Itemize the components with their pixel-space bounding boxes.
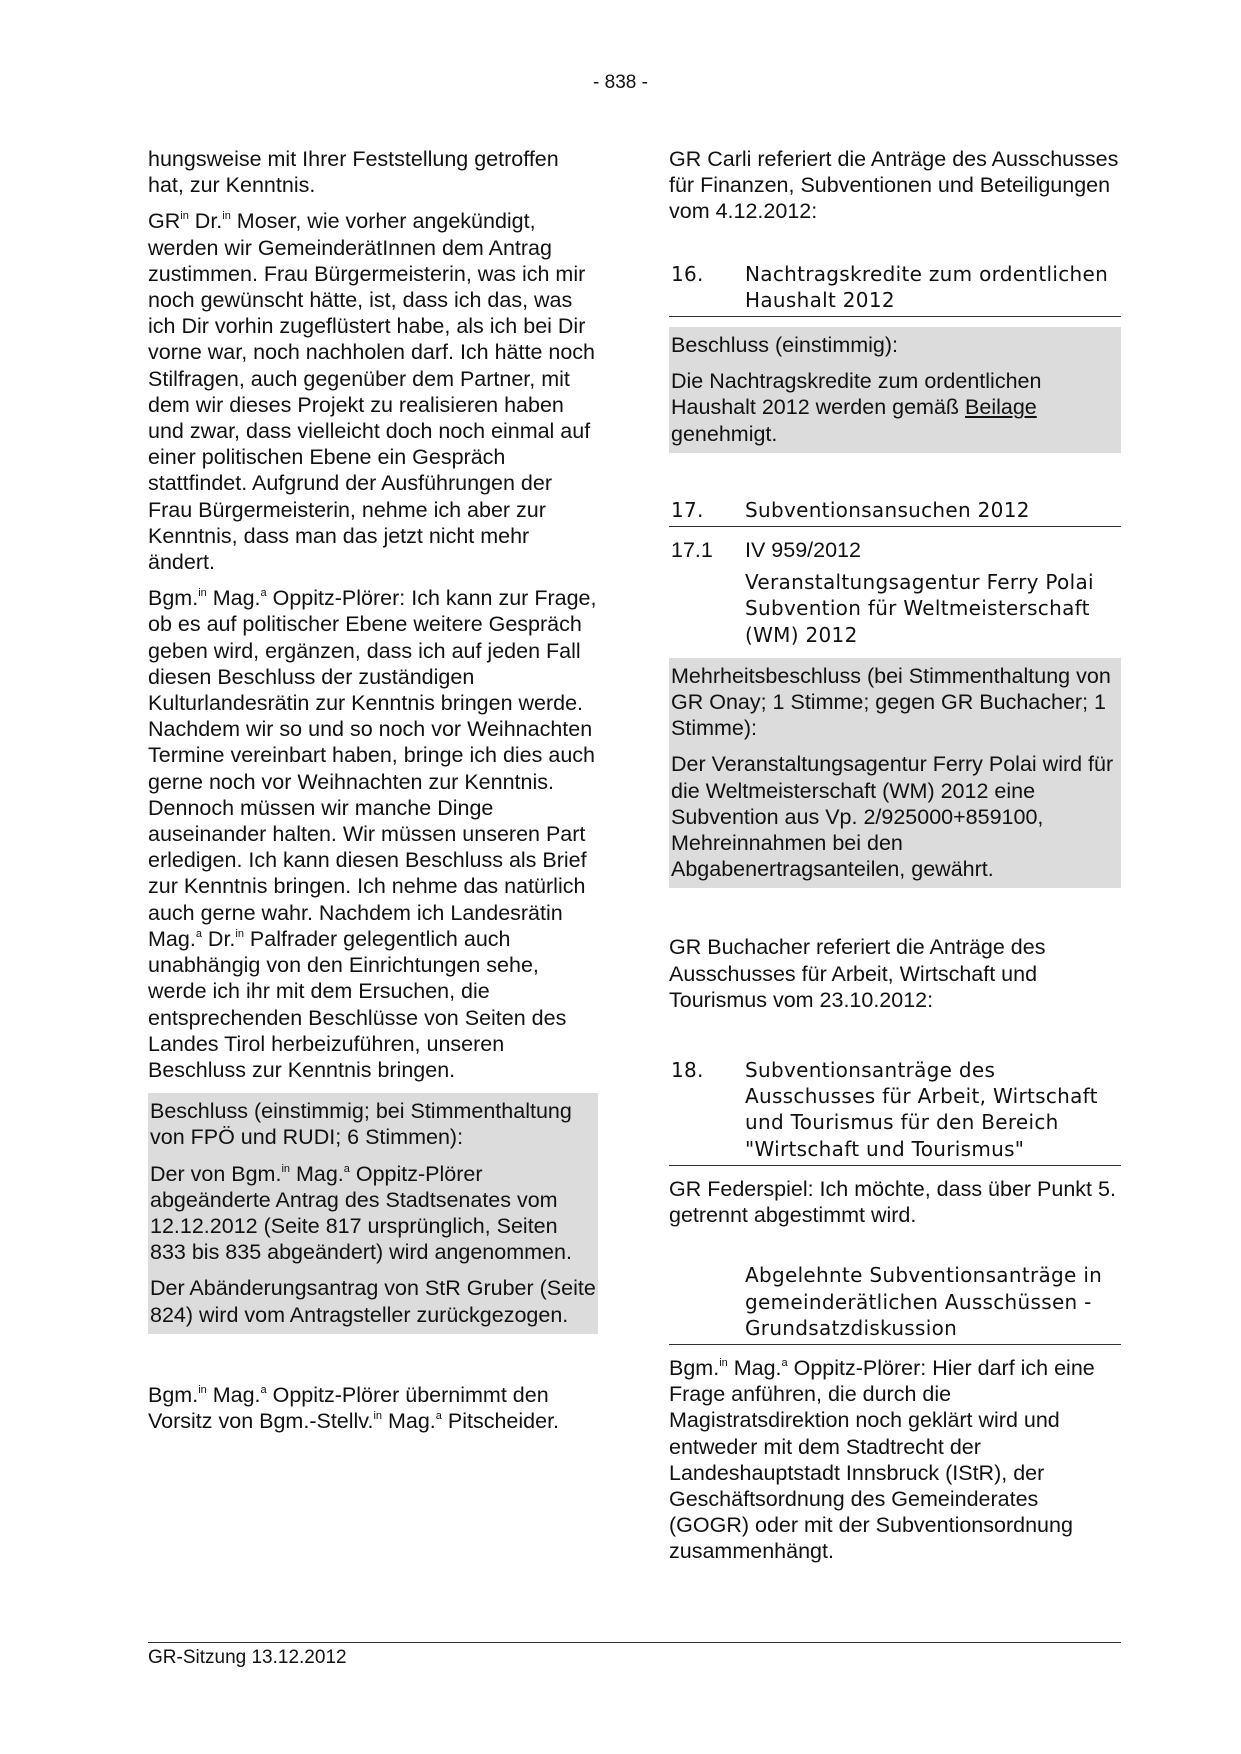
left-column	[148, 146, 598, 1444]
agenda-item-17-1: 17.1 IV 959/2012	[671, 538, 861, 563]
right-column	[669, 146, 1121, 1575]
paragraph-continuation: hungsweise mit Ihrer Feststellung getroffen hat, zur Kenntnis.	[148, 147, 559, 198]
agenda-item-16: 16. Nachtragskredite zum ordentlichen Haushalt 2012	[669, 261, 1121, 317]
footer-session: GR-Sitzung 13.12.2012	[148, 1647, 347, 1668]
speech-moser: $GR^{in}$ Dr.$^{in}$ Moser, wie vorher angekündigt, werden wir GemeinderätInnen dem Antrag zustimmen. Frau Bürgermeisterin, was ich mir noch gewünscht hätte, ist, dass ich das, was ich Dir vorhin zugeflüstert habe, als ich bei Dir vorne war, noch nachholen darf. Ich hätte noch Stilfragen, auch gegenüber dem Partner, mit dem wir dieses Projekt zu realisieren haben und zwar, dass vielleicht doch noch einmal auf einer politischen Ebene ein Gespräch stattfindet. Aufgrund der Ausführungen der Frau Bürgermeisterin, nehme ich aber zur Kenntnis, dass man das jetzt nicht mehr ändert.	[148, 209, 596, 575]
resolution-box	[148, 1093, 598, 1334]
page-number: - 838 -	[593, 72, 648, 93]
resolution-box-17-1	[669, 658, 1121, 889]
resolution-text-1: Der von Bgm.$^{in}$ Mag.$^a$ Oppitz-Plörer abgeänderte Antrag des Stadtsenates vom 12.12.2012 (Seite 817 ursprünglich, Seiten 833 bis 835 abgeändert) wird angenommen.	[150, 1161, 572, 1265]
resolution-box-16	[669, 327, 1121, 453]
subheading-abgelehnte-antraege: Abgelehnte Subventionsanträge in gemeinderätlichen Ausschüssen - Grundsatzdiskussion	[669, 1262, 1121, 1345]
agenda-item-18: 18. Subventionsanträge des Ausschusses für Arbeit, Wirtschaft und Tourismus für den Bereich "Wirtschaft und Tourismus"	[669, 1057, 1121, 1166]
resolution-text-17-1: Der Veranstaltungsagentur Ferry Polai wird für die Weltmeisterschaft (WM) 2012 eine Subvention aus Vp. 2/925000+859100, Mehreinnahmen bei den Abgabenertragsanteilen, gewährt.	[671, 752, 1114, 882]
speech-federspiel: GR Federspiel: Ich möchte, dass über Punkt 5. getrennt abgestimmt wird.	[669, 1176, 1116, 1228]
intro-carli: GR Carli referiert die Anträge des Ausschusses für Finanzen, Subventionen und Beteiligungen vom 4.12.2012:	[669, 147, 1119, 224]
speech-oppitz-ploerer: Bgm.$^{in}$ Mag.$^a$ Oppitz-Plörer: Ich kann zur Frage, ob es auf politischer Ebene weitere Gespräch geben wird, ergänzen, dass ich auf jeden Fall diesen Beschluss der zuständigen Kulturlandesrätin zur Kenntnis bringen werde. Nachdem wir so und so noch vor Weihnachten Termine vereinbart haben, bringe ich dies auch gerne noch vor Weihnachten zur Kenntnis. Dennoch müssen wir manche Dinge auseinander halten. Wir müssen unseren Part erledigen. Ich kann diesen Beschluss als Brief zur Kenntnis bringen. Ich nehme das natürlich auch gerne wahr. Nachdem ich Landesrätin Mag.$^a$ Dr.$^{in}$ Palfrader gelegentlich auch unabhängig von den Einrichtungen sehe, werde ich ihr mit dem Ersuchen, die entsprechenden Beschlüsse von Seiten des Landes Tirol herbeizuführen, unseren Beschluss zur Kenntnis bringen.	[148, 586, 597, 1082]
resolution-heading: Beschluss (einstimmig; bei Stimmenthaltung von FPÖ und RUDI; 6 Stimmen):	[150, 1099, 572, 1150]
footer-divider	[148, 1642, 1121, 1643]
beilage-link[interactable]: Beilage	[965, 395, 1037, 420]
agenda-item-17-1-title: Veranstaltungsagentur Ferry Polai Subvention für Weltmeisterschaft (WM) 2012	[745, 570, 1094, 647]
speech-oppitz-ploerer-2: Bgm.$^{in}$ Mag.$^a$ Oppitz-Plörer: Hier darf ich eine Frage anführen, die durch die Magistratsdirektion noch geklärt wird und entweder mit dem Stadtrecht der Landeshauptstadt Innsbruck (IStR), der Geschäftsordnung des Gemeinderates (GOGR) oder mit der Subventionsordnung zusammenhängt.	[669, 1355, 1095, 1564]
resolution-heading-17-1: Mehrheitsbeschluss (bei Stimmenthaltung von GR Onay; 1 Stimme; gegen GR Buchacher; 1 Stimme):	[671, 663, 1111, 741]
intro-buchacher: GR Buchacher referiert die Anträge des Ausschusses für Arbeit, Wirtschaft und Tourismus vom 23.10.2012:	[669, 935, 1046, 1012]
resolution-text-16: Die Nachtragskredite zum ordentlichen Haushalt 2012 werden gemäß Beilage genehmigt.	[671, 369, 1042, 446]
resolution-text-2: Der Abänderungsantrag von StR Gruber (Seite 824) wird vom Antragsteller zurückgezogen.	[150, 1276, 596, 1327]
resolution-heading-16: Beschluss (einstimmig):	[671, 333, 898, 358]
chair-change: Bgm.$^{in}$ Mag.$^a$ Oppitz-Plörer übernimmt den Vorsitz von Bgm.-Stellv.$^{in}$ Mag.$^a$ Pitscheider.	[148, 1382, 560, 1433]
agenda-item-17: 17. Subventionsansuchen 2012	[669, 497, 1121, 527]
